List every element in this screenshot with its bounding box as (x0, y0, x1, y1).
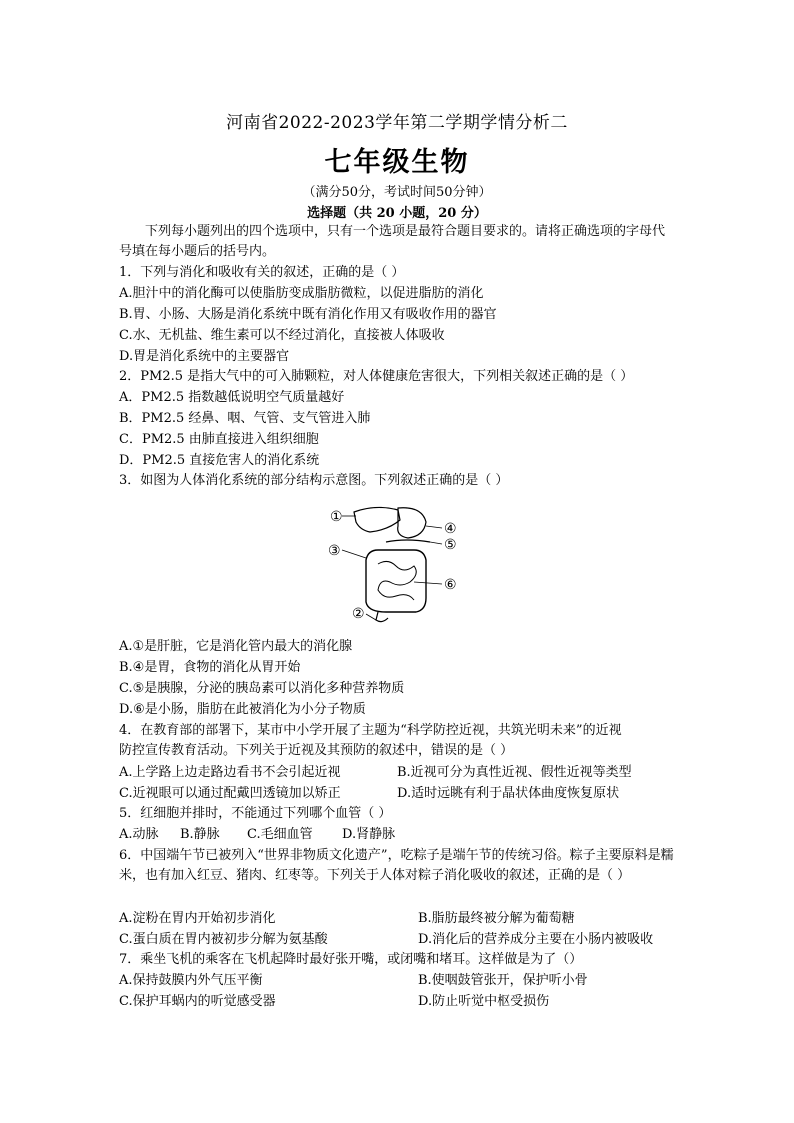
q1-option-a: A.胆汁中的消化酶可以使脂肪变成脂肪微粒，以促进脂肪的消化 (119, 286, 484, 301)
q6-option-b: B.脂肪最终被分解为葡萄糖 (418, 911, 575, 926)
q6-stem: 6．中国端午节已被列入“世界非物质文化遗产”，吃粽子是端午节的传统习俗。粽子主要原料是糯米，也有加入红豆、猪肉、红枣等。下列关于人体对粽子消化吸收的叙述，正确的是（ ） (119, 848, 674, 883)
digestive-system-figure (326, 502, 466, 626)
figure-label-3: ③ (328, 543, 341, 559)
q2-option-d: D．PM2.5 直接危害人的消化系统 (119, 453, 320, 468)
q1-stem: 1．下列与消化和吸收有关的叙述，正确的是（ ） (119, 265, 405, 280)
q3-option-b: B.④是胃，食物的消化从胃开始 (119, 660, 301, 675)
q5-option-d: D.肾静脉 (342, 827, 396, 842)
figure-label-5: ⑤ (444, 537, 457, 553)
q1-option-b: B.胃、小肠、大肠是消化系统中既有消化作用又有吸收作用的器官 (119, 307, 497, 322)
q4-option-c: C.近视眼可以通过配戴凹透镜加以矫正 (119, 786, 341, 801)
pancreas-shape (386, 540, 430, 542)
q4-stem-line2: 防控宣传教育活动。下列关于近视及其预防的叙述中，错误的是（ ） (119, 743, 514, 758)
q7-option-b: B.使咽鼓管张开，保护听小骨 (418, 973, 588, 988)
q2-option-b: B．PM2.5 经鼻、咽、气管、支气管进入肺 (119, 411, 371, 426)
q3-option-d: D.⑥是小肠，脂肪在此被消化为小分子物质 (119, 702, 366, 717)
q3-option-c: C.⑤是胰腺，分泌的胰岛素可以消化多种营养物质 (119, 681, 405, 696)
exam-title: 河南省2022-2023学年第二学期学情分析二 (226, 113, 568, 133)
q2-option-c: C．PM2.5 由肺直接进入组织细胞 (119, 432, 319, 447)
q4-option-a: A.上学路上边走路边看书不会引起近视 (119, 765, 341, 780)
section-title: 选择题（共 20 小题，20 分） (307, 206, 487, 221)
figure-label-4: ④ (444, 521, 457, 537)
q6-option-d: D.消化后的营养成分主要在小肠内被吸收 (418, 932, 654, 947)
q3-option-a: A.①是肝脏，它是消化管内最大的消化腺 (119, 639, 353, 654)
stomach-shape (398, 508, 426, 538)
figure-label-2: ② (352, 606, 365, 622)
q7-stem: 7．乘坐飞机的乘客在飞机起降时最好张开嘴，或闭嘴和堵耳。这样做是为了（） (119, 952, 583, 967)
q7-option-a: A.保持鼓膜内外气压平衡 (119, 973, 263, 988)
figure-label-1: ① (330, 509, 343, 525)
q6-option-a: A.淀粉在胃内开始初步消化 (119, 911, 276, 926)
q1-option-d: D.胃是消化系统中的主要器官 (119, 349, 290, 364)
q5-stem: 5．红细胞并排时，不能通过下列哪个血管（ ） (119, 806, 392, 821)
q2-option-a: A．PM2.5 指数越低说明空气质量越好 (119, 390, 345, 405)
q4-option-b: B.近视可分为真性近视、假性近视等类型 (397, 765, 632, 780)
q1-option-c: C.水、无机盐、维生素可以不经过消化，直接被人体吸收 (119, 328, 445, 343)
q7-option-d: D.防止听觉中枢受损伤 (418, 994, 550, 1009)
large-intestine-shape (366, 550, 426, 612)
small-intestine-shape (378, 561, 416, 600)
q5-option-c: C.毛细血管 (247, 827, 313, 842)
instructions: 下列每小题列出的四个选项中，只有一个选项是最符合题目要求的。请将正确选项的字母代号填在每小题后的括号内。 (119, 224, 666, 259)
exam-info: （满分50分，考试时间50分钟） (302, 185, 492, 200)
q7-option-c: C.保护耳蜗内的听觉感受器 (119, 994, 276, 1009)
subject-title: 七年级生物 (324, 147, 470, 178)
q5-option-a: A.动脉 (119, 827, 159, 842)
q5-option-b: B.静脉 (180, 827, 220, 842)
q4-option-d: D.适时远眺有利于晶状体曲度恢复原状 (397, 786, 620, 801)
rectum-shape (376, 612, 388, 622)
figure-label-6: ⑥ (444, 577, 457, 593)
q4-stem-line1: 4．在教育部的部署下，某市中小学开展了主题为“科学防控近视，共筑光明未来”的近视 (119, 723, 622, 738)
liver-shape (354, 507, 400, 532)
q6-option-c: C.蛋白质在胃内被初步分解为氨基酸 (119, 932, 328, 947)
q3-stem: 3．如图为人体消化系统的部分结构示意图。下列叙述正确的是（ ） (119, 473, 509, 488)
q2-stem: 2．PM2.5 是指大气中的可入肺颗粒，对人体健康危害很大，下列相关叙述正确的是（ ） (119, 369, 634, 384)
